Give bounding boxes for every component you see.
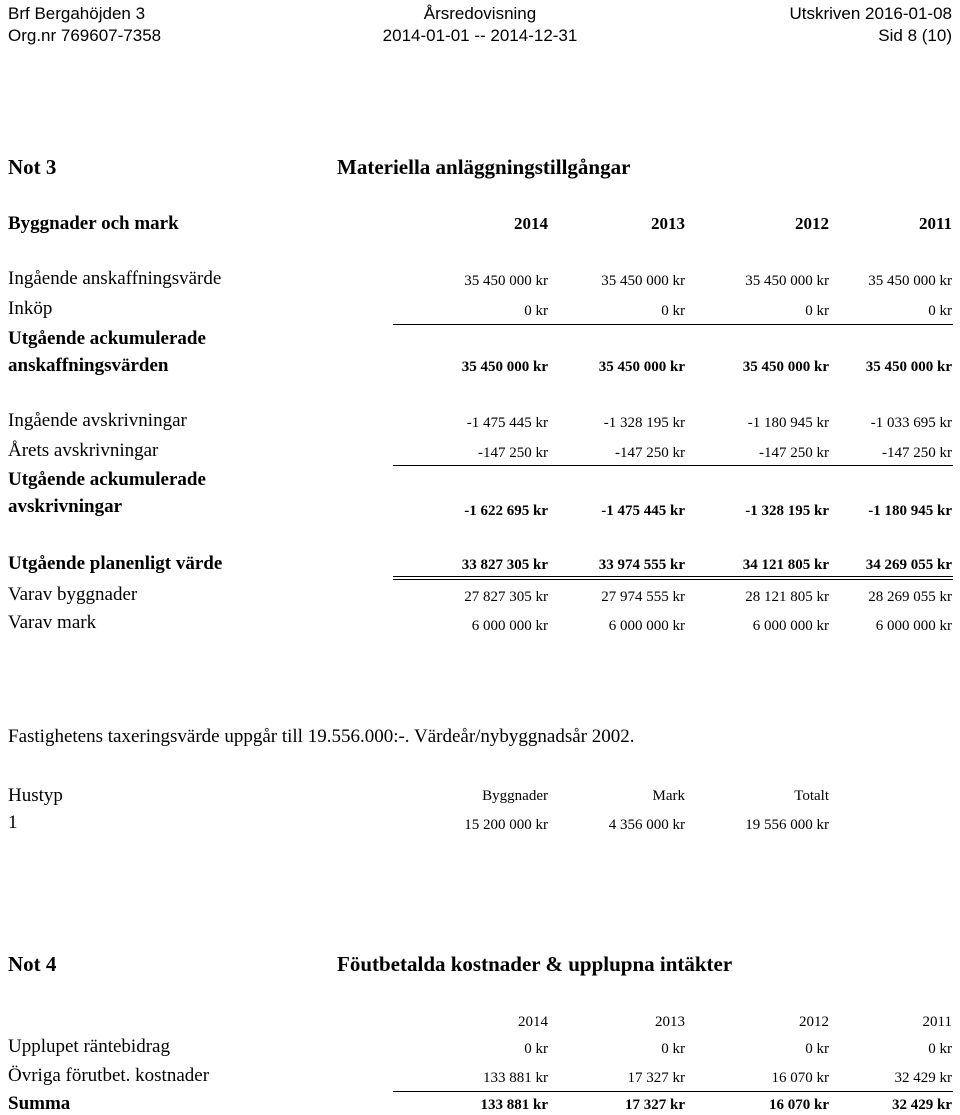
- cell: 35 450 000 kr: [601, 273, 685, 289]
- cell: 33 827 305 kr: [461, 557, 548, 573]
- double-line-top: [393, 576, 953, 577]
- cell: 6 000 000 kr: [875, 618, 952, 634]
- hustyp-label: Hustyp: [8, 785, 63, 806]
- cell: -1 475 445 kr: [466, 415, 548, 431]
- n4-year-2014: 2014: [518, 1014, 548, 1030]
- cell: -147 250 kr: [478, 445, 548, 461]
- cell: -1 622 695 kr: [464, 503, 548, 519]
- n4-year-2011: 2011: [922, 1014, 952, 1030]
- n3-year-2012: 2012: [795, 214, 829, 233]
- row-label: Varav mark: [8, 612, 97, 633]
- page-number: Sid 8 (10): [878, 26, 952, 45]
- row-label: Varav byggnader: [8, 584, 138, 605]
- row-label: Ingående avskrivningar: [8, 410, 187, 431]
- cell: 35 450 000 kr: [598, 359, 685, 375]
- cell: 0 kr: [661, 1041, 685, 1057]
- double-line-bottom: [393, 579, 953, 580]
- hustyp-col: Totalt: [794, 788, 829, 804]
- cell: 28 121 805 kr: [745, 589, 829, 605]
- cell: 27 974 555 kr: [601, 589, 685, 605]
- doc-period: 2014-01-01 -- 2014-12-31: [382, 26, 578, 45]
- cell: 19 556 000 kr: [745, 817, 829, 833]
- cell: 35 450 000 kr: [461, 359, 548, 375]
- cell: 16 070 kr: [771, 1070, 829, 1086]
- row-label: Utgående planenligt värde: [8, 553, 223, 574]
- hustyp-col: Byggnader: [482, 788, 548, 804]
- cell: 0 kr: [524, 1041, 548, 1057]
- n3-year-2011: 2011: [918, 214, 952, 233]
- row-label: Utgående ackumulerade: [8, 328, 206, 349]
- note3-label: Not 3: [8, 155, 57, 179]
- cell: -147 250 kr: [615, 445, 685, 461]
- cell: -147 250 kr: [759, 445, 829, 461]
- sum-line: [393, 1091, 953, 1092]
- n4-year-2013: 2013: [655, 1014, 685, 1030]
- cell: 4 356 000 kr: [608, 817, 685, 833]
- row-label: Årets avskrivningar: [8, 440, 159, 461]
- tax-note: Fastighetens taxeringsvärde uppgår till 19.556.000:-. Värdeår/nybyggnadsår 2002.: [8, 726, 635, 747]
- note3-title: Materiella anläggningstillgångar: [337, 155, 631, 179]
- cell: 6 000 000 kr: [471, 618, 548, 634]
- row-label: Övriga förutbet. kostnader: [8, 1065, 210, 1086]
- sum-line: [393, 324, 953, 325]
- row-label: Upplupet räntebidrag: [8, 1036, 170, 1057]
- org-number: Org.nr 769607-7358: [8, 26, 162, 45]
- doc-title: Årsredovisning: [423, 4, 537, 23]
- sum-line: [393, 465, 953, 466]
- cell: 17 327 kr: [627, 1070, 685, 1086]
- cell: 133 881 kr: [480, 1097, 548, 1113]
- note4-label: Not 4: [8, 952, 57, 976]
- n4-year-2012: 2012: [799, 1014, 829, 1030]
- hustyp-row-label: 1: [8, 812, 18, 833]
- n3-year-2013: 2013: [651, 214, 685, 233]
- cell: 15 200 000 kr: [464, 817, 548, 833]
- row-label: Inköp: [8, 298, 53, 319]
- cell: 35 450 000 kr: [464, 273, 548, 289]
- cell: 17 327 kr: [625, 1097, 685, 1113]
- cell: 35 450 000 kr: [868, 273, 952, 289]
- hustyp-col: Mark: [652, 788, 685, 804]
- cell: 32 429 kr: [892, 1097, 952, 1113]
- note4-title: Föutbetalda kostnader & upplupna intäkter: [337, 952, 733, 976]
- cell: -147 250 kr: [882, 445, 952, 461]
- cell: 32 429 kr: [894, 1070, 952, 1086]
- row-label: anskaffningsvärden: [8, 355, 169, 376]
- cell: 28 269 055 kr: [868, 589, 952, 605]
- cell: 34 269 055 kr: [865, 557, 952, 573]
- row-label: Summa: [8, 1093, 71, 1114]
- cell: 35 450 000 kr: [865, 359, 952, 375]
- n3-year-2014: 2014: [514, 214, 548, 233]
- cell: 27 827 305 kr: [464, 589, 548, 605]
- cell: 33 974 555 kr: [598, 557, 685, 573]
- cell: 35 450 000 kr: [742, 359, 829, 375]
- cell: 133 881 kr: [483, 1070, 548, 1086]
- cell: -1 180 945 kr: [868, 503, 952, 519]
- cell: 0 kr: [805, 303, 829, 319]
- cell: 16 070 kr: [769, 1097, 829, 1113]
- note3-section: Byggnader och mark: [8, 213, 179, 234]
- print-date: Utskriven 2016-01-08: [789, 4, 952, 23]
- cell: 0 kr: [524, 303, 548, 319]
- cell: 0 kr: [928, 1041, 952, 1057]
- cell: -1 180 945 kr: [747, 415, 829, 431]
- row-label: Utgående ackumulerade: [8, 469, 206, 490]
- cell: 6 000 000 kr: [752, 618, 829, 634]
- cell: -1 475 445 kr: [601, 503, 685, 519]
- cell: -1 328 195 kr: [745, 503, 829, 519]
- cell: 6 000 000 kr: [608, 618, 685, 634]
- cell: 34 121 805 kr: [742, 557, 829, 573]
- cell: -1 033 695 kr: [870, 415, 952, 431]
- cell: 0 kr: [928, 303, 952, 319]
- cell: 0 kr: [661, 303, 685, 319]
- org-name: Brf Bergahöjden 3: [8, 4, 146, 23]
- cell: 35 450 000 kr: [745, 273, 829, 289]
- cell: -1 328 195 kr: [603, 415, 685, 431]
- row-label: Ingående anskaffningsvärde: [8, 268, 222, 289]
- cell: 0 kr: [805, 1041, 829, 1057]
- row-label: avskrivningar: [8, 496, 123, 517]
